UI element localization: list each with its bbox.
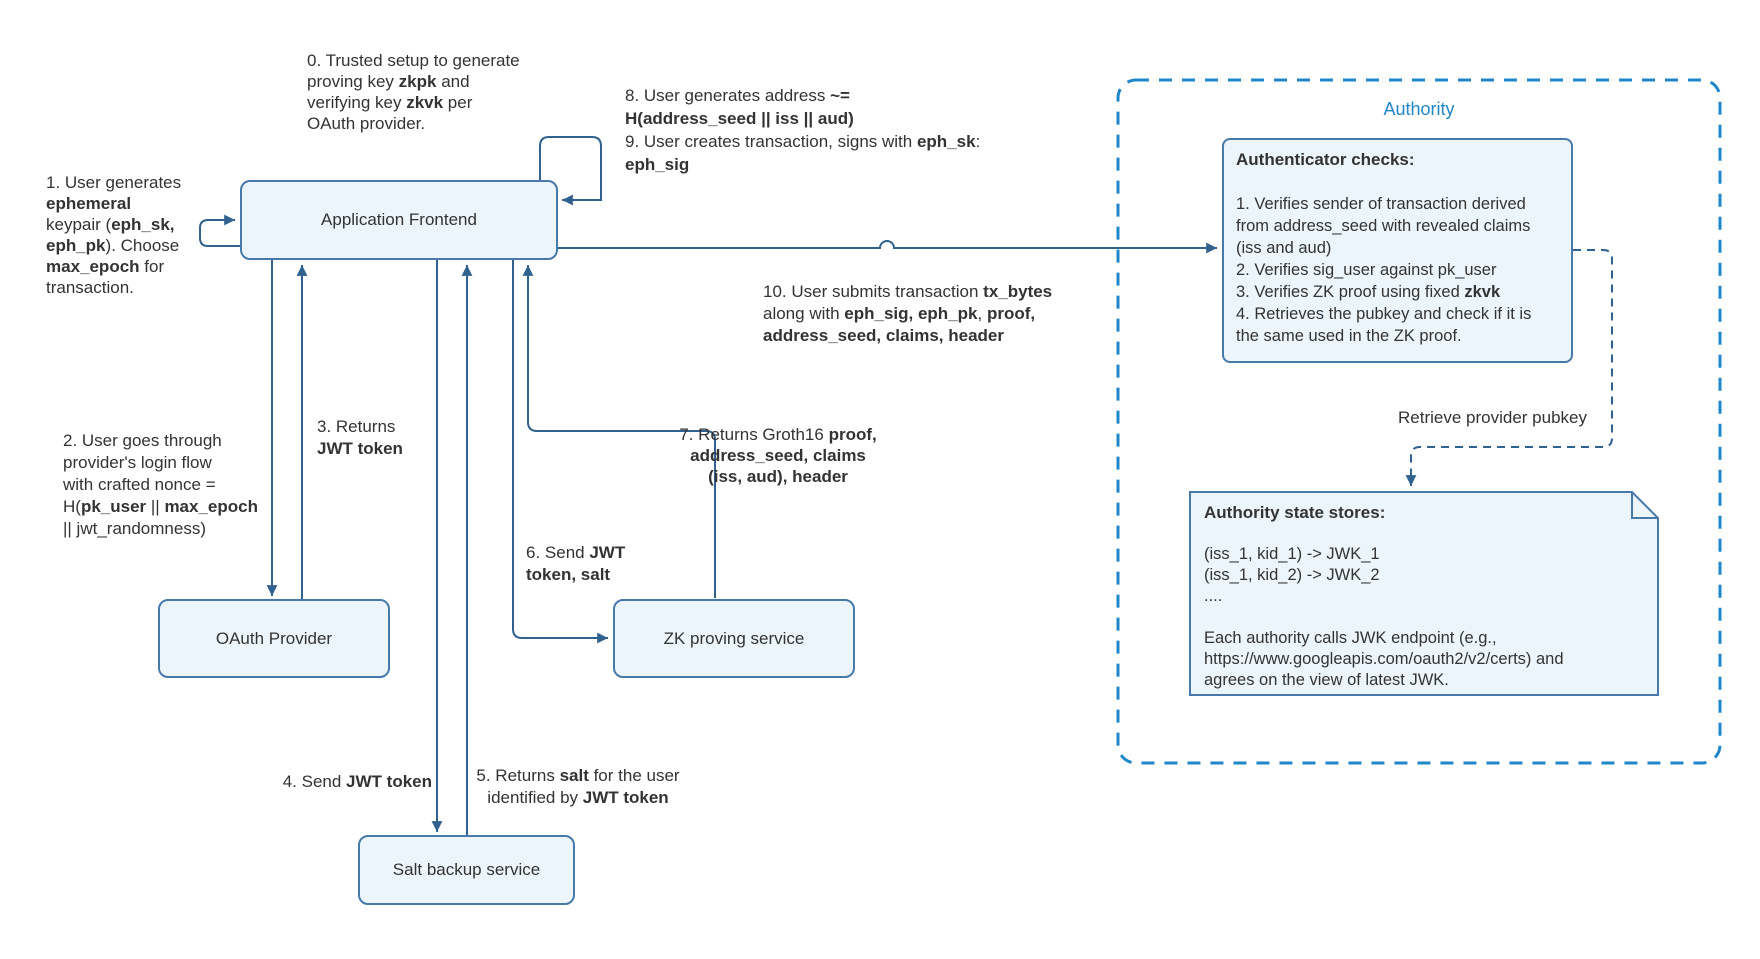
authenticator-checks-title: Authenticator checks:	[1236, 150, 1415, 169]
annotation-step4: 4. Send JWT token	[282, 772, 432, 791]
annotation-step7: 7. Returns Groth16 proof, address_seed, claims (iss, aud), header	[679, 425, 877, 486]
annotation-step2: 2. User goes through provider's login flow with crafted nonce = H(pk_user || max_epoch || jwt_randomness)	[63, 431, 258, 538]
annotation-step8-9: 8. User generates address ~= H(address_seed || iss || aud) 9. User creates transaction, signs with eph_sk: eph_sig	[625, 86, 981, 174]
authority-state-stores-box	[1204, 502, 1644, 691]
annotation-step6: 6. Send JWT token, salt	[526, 543, 626, 584]
arrow-step1-self-loop	[200, 220, 240, 246]
annotation-step10: 10. User submits transaction tx_bytes along with eph_sig, eph_pk, proof, address_seed, claims, header	[763, 282, 1053, 345]
annotation-step1: 1. User generates ephemeral keypair (eph_sk, eph_pk). Choose max_epoch for transaction.	[46, 173, 182, 297]
authenticator-checks-body: 1. Verifies sender of transaction derived from address_seed with revealed claims (iss and aud) 2. Verifies sig_user against pk_user 3. Verifies ZK proof using fixed zkvk 4. Retrieves the pubkey and check if it is the same used in the ZK proof.	[1236, 195, 1532, 345]
node-zk-proving-service	[613, 599, 855, 678]
node-salt-backup-service	[358, 835, 575, 905]
node-label: Salt backup service	[392, 860, 541, 879]
retrieve-provider-pubkey-label: Retrieve provider pubkey	[1398, 408, 1587, 427]
annotation-step5: 5. Returns salt for the user identified by JWT token	[476, 766, 680, 807]
node-oauth-provider	[158, 599, 390, 678]
authority-state-stores-title: Authority state stores:	[1204, 503, 1386, 522]
annotation-step0: 0. Trusted setup to generate proving key zkpk and verifying key zkvk per OAuth provider.	[307, 51, 520, 133]
node-label: ZK proving service	[663, 628, 805, 648]
authority-state-stores-body: (iss_1, kid_1) -> JWK_1 (iss_1, kid_2) -> JWK_2 .... Each authority calls JWK endpoint (e.g., https://www.googleapis.com/oauth2/v2/certs) and agrees on the view of latest JWK.	[1204, 545, 1564, 689]
node-label: Application Frontend	[321, 210, 477, 229]
arrow-step10-app-to-authenticator	[558, 241, 1217, 248]
node-label: OAuth Provider	[215, 628, 333, 648]
annotation-step3: 3. Returns JWT token	[317, 417, 403, 458]
node-application-frontend	[240, 180, 558, 260]
authority-label: Authority	[1383, 99, 1455, 119]
authenticator-checks-box	[1222, 138, 1573, 363]
